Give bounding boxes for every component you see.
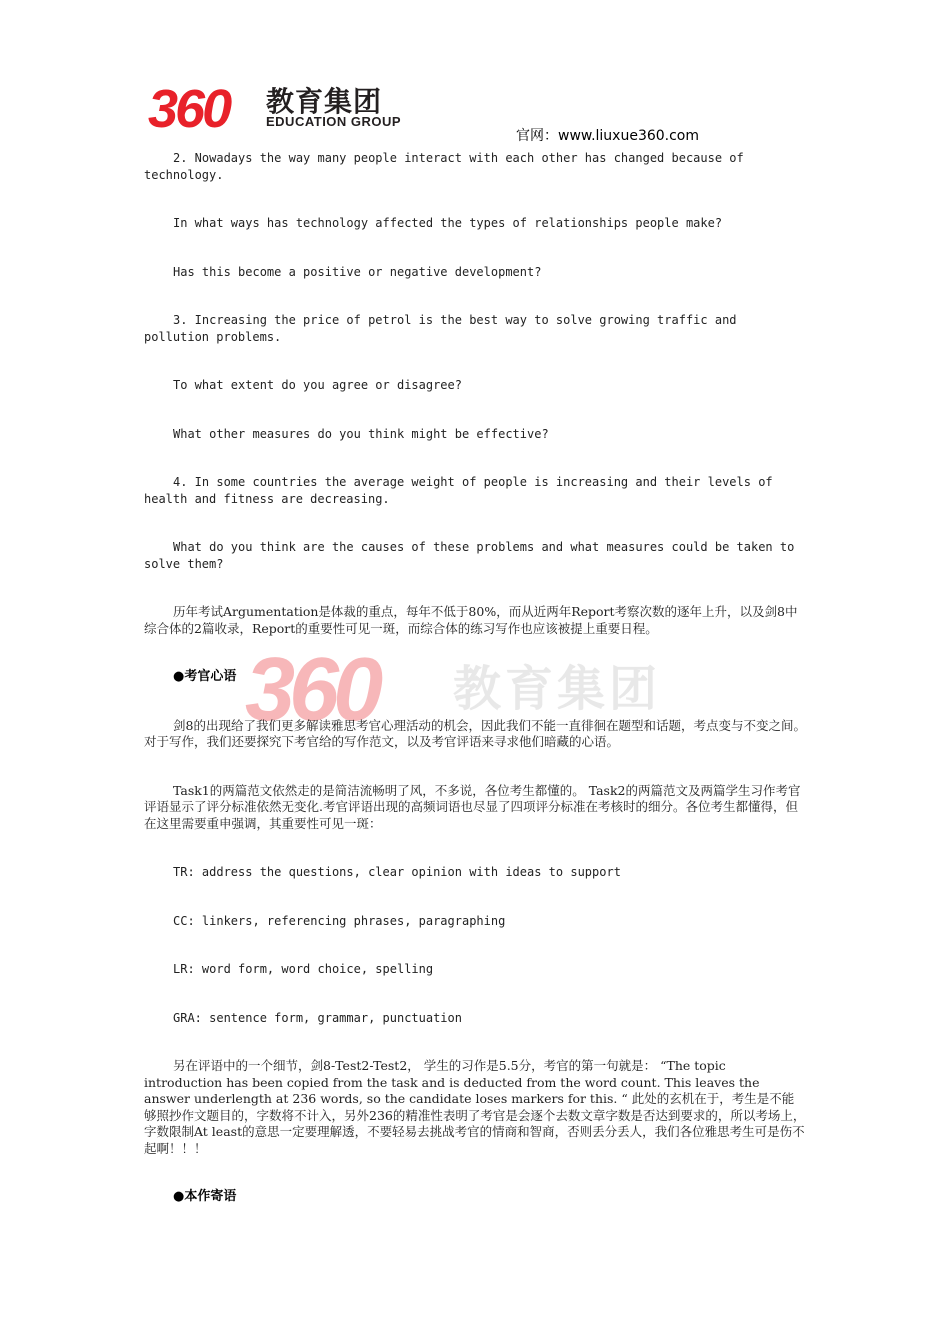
paragraph-q4: 4. In some countries the average weight of people is increasing and their levels of health and fitness are decreasing.	[144, 475, 773, 506]
brand-logo	[148, 83, 410, 131]
paragraph-q3a: To what extent do you agree or disagree?	[173, 378, 462, 392]
paragraph-q2a: In what ways has technology affected the types of relationships people make?	[173, 216, 723, 230]
paragraph-q2: 2. Nowadays the way many people interact with each other has changed because of technology.	[144, 151, 744, 182]
logo-chinese-text: 教育集团	[266, 85, 383, 118]
paragraph-p1: 剑8的出现给了我们更多解读雅思考官心理活动的机会，因此我们不能一直徘徊在题型和话题，考点变与不变之间。对于写作，我们还要探究下考官给的写作范文，以及考官评语来寻求他们暗藏的心语。	[144, 717, 806, 749]
watermark-number: 360	[245, 648, 378, 728]
paragraph-p2: Task1的两篇范文依然走的是简洁流畅明了风，不多说，各位考生都懂的。 Task2的两篇范文及两篇学生习作考官评语显示了评分标准依然无变化.考官评语出现的高频词语也尽显了四项评分标准在考核时的细分。各位考生都懂得，但在这里需要重申强调，其重要性可见一斑：	[144, 782, 801, 831]
section-heading: ●考官心语	[173, 669, 237, 684]
watermark-chinese-text: 教育集团	[453, 661, 662, 717]
logo-360-mark	[148, 83, 258, 131]
paragraph-q3b: What other measures do you think might be effective?	[173, 426, 549, 441]
official-website-text: 官网：www.liuxue360.com	[516, 128, 700, 144]
paragraph-p3: 另在评语中的一个细节，剑8-Test2-Test2， 学生的习作是5.5分，考官的第一句就是： “The topic introduction has been copied from the task and is deducted from the word count. This leaves the answer underlength at 236 words, so the candidate loses markers for this. “ 此处的玄机在于，考生是不能够照抄作文题目的，字数将不计入，另外236的精准性表明了考官是会逐个去数文章字数是否达到要求的，所以考场上，字数限制At least的意思一定要理解透，不要轻易去挑战考官的情商和智商，否则丢分丢人，我们各位雅思考生可是伤不起啊！！！	[144, 1058, 806, 1156]
document-body	[144, 150, 806, 1206]
paragraph-cc: CC: linkers, referencing phrases, paragraphing	[173, 913, 506, 928]
logo-number: 360	[148, 83, 230, 131]
paragraph-q2b: Has this become a positive or negative development?	[173, 264, 542, 279]
logo-english-text: EDUCATION GROUP	[266, 114, 402, 129]
paragraph-q3: 3. Increasing the price of petrol is the best way to solve growing traffic and pollution problems.	[144, 313, 737, 344]
paragraph-q4a: What do you think are the causes of these problems and what measures could be taken to solve them?	[144, 540, 795, 571]
section-heading: ●本作寄语	[173, 1189, 237, 1204]
paragraph-intro: 历年考试Argumentation是体裁的重点，每年不低于80%，而从近两年Report考察次数的逐年上升，以及剑8中综合体的2篇收录，Report的重要性可见一斑，而综合体的练习写作也应该被提上重要日程。	[144, 604, 798, 636]
paragraph-gra: GRA: sentence form, grammar, punctuation	[173, 1010, 462, 1025]
paragraph-tr: TR: address the questions, clear opinion with ideas to support	[173, 865, 621, 879]
paragraph-lr: LR: word form, word choice, spelling	[173, 962, 434, 976]
